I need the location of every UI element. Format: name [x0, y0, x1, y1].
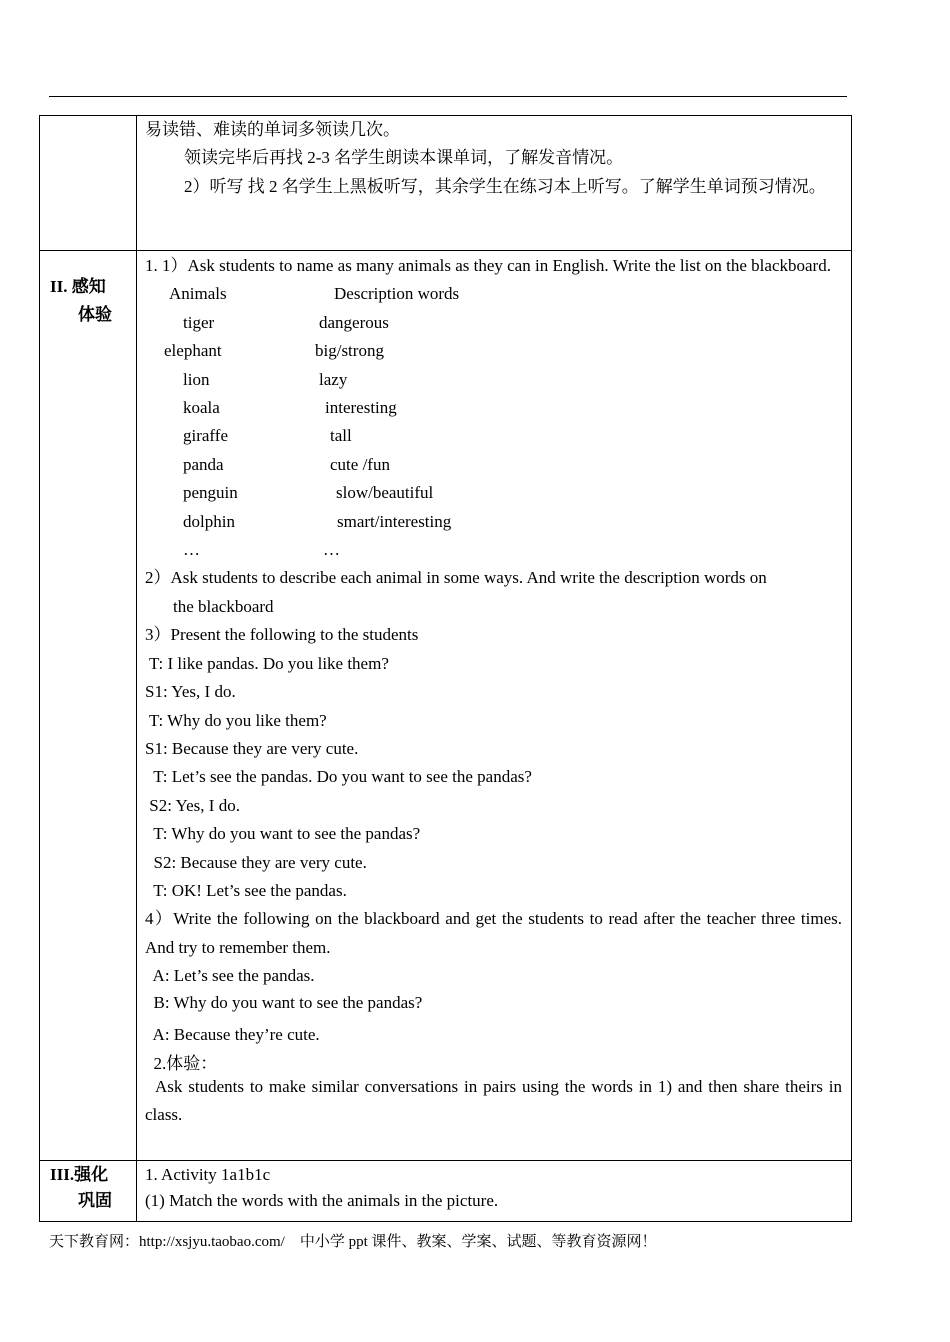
- animal-description: big/strong: [315, 341, 384, 361]
- section-label: III.强化: [50, 1165, 109, 1184]
- animal-row: [145, 451, 842, 479]
- dialogue-line: S2: Yes, I do.: [145, 795, 240, 815]
- animal-row: [145, 394, 842, 422]
- animal-description: cute /fun: [330, 454, 390, 474]
- section-label-cell: [40, 116, 137, 251]
- animal-name: koala: [183, 398, 220, 418]
- section-label: II. 感知: [50, 277, 106, 296]
- column-header: Description words: [334, 284, 460, 304]
- header-rule: [49, 96, 847, 97]
- dialogue-line: S1: Because they are very cute.: [145, 738, 359, 758]
- animal-row: [145, 422, 842, 450]
- animal-description: interesting: [325, 398, 397, 418]
- dialogue-line: T: I like pandas. Do you like them?: [145, 653, 389, 673]
- animal-name: tiger: [183, 312, 215, 332]
- experience-label: 2.体验：: [145, 1053, 218, 1073]
- step-3-text: 3）Present the following to the students: [145, 625, 419, 645]
- table-row: [40, 251, 852, 1161]
- text-line: 领读完毕后再找 2-3 名学生朗读本课单词，了解发音情况。: [184, 148, 624, 168]
- page-footer: 天下教育网：http://xsjyu.taobao.com/ 中小学 ppt 课件、教案、学案、试题、等教育资源网！: [49, 1234, 657, 1250]
- experience-text: Ask students to make similar conversations in pairs using the words in 1) and then share theirs in class.: [145, 1076, 842, 1124]
- section-content-cell: [137, 116, 852, 251]
- animal-row: [145, 337, 842, 365]
- dialogue-line: S1: Yes, I do.: [145, 682, 236, 702]
- animal-row: [145, 536, 842, 564]
- model-dialogue-line: A: Because they’re cute.: [145, 1024, 320, 1044]
- animal-row: [145, 309, 842, 337]
- section-content-cell: [137, 1161, 852, 1222]
- dialogue-line: T: Why do you want to see the pandas?: [145, 824, 421, 844]
- animal-description: smart/interesting: [337, 511, 452, 531]
- animal-table-header: [145, 280, 842, 308]
- dialogue-line: T: Let’s see the pandas. Do you want to see the pandas?: [145, 767, 532, 787]
- section-label: 体验: [78, 305, 112, 324]
- animal-description: lazy: [319, 369, 348, 389]
- animal-description: dangerous: [319, 312, 389, 332]
- animal-row: [145, 366, 842, 394]
- step-4-text: 4）Write the following on the blackboard and get the students to read after the teacher three times. And try to remember them.: [145, 909, 842, 957]
- table-row: [40, 116, 852, 251]
- step-1-text: 1. 1）Ask students to name as many animals as they can in English. Write the list on the blackboard.: [145, 256, 831, 275]
- column-header: Animals: [169, 284, 227, 304]
- animal-name: panda: [183, 454, 224, 474]
- animal-row: [145, 508, 842, 536]
- section-content-cell: [137, 251, 852, 1161]
- step-2-text: the blackboard: [173, 596, 274, 616]
- animal-name: lion: [183, 369, 210, 389]
- animal-name: giraffe: [183, 426, 228, 446]
- animal-description: slow/beautiful: [336, 483, 434, 503]
- animal-name: …: [183, 540, 200, 560]
- animal-name: penguin: [183, 483, 238, 503]
- table-row: [40, 1161, 852, 1222]
- animal-description: …: [323, 540, 340, 560]
- dialogue-line: T: Why do you like them?: [145, 710, 327, 730]
- model-dialogue-line: A: Let’s see the pandas.: [145, 966, 315, 986]
- animal-description: tall: [330, 426, 352, 446]
- section-label-cell: [40, 1161, 137, 1222]
- dialogue-line: S2: Because they are very cute.: [145, 852, 367, 872]
- activity-text: (1) Match the words with the animals in the picture.: [145, 1191, 499, 1210]
- section-label-cell: [40, 251, 137, 1161]
- model-dialogue-line: B: Why do you want to see the pandas?: [145, 992, 423, 1012]
- text-line: 易读错、难读的单词多领读几次。: [145, 120, 400, 139]
- section-label: 巩固: [78, 1191, 112, 1210]
- animal-row: [145, 479, 842, 507]
- dialogue-line: T: OK! Let’s see the pandas.: [145, 880, 347, 900]
- animal-name: dolphin: [183, 511, 235, 531]
- text-paragraph: 2）听写 找 2 名学生上黑板听写，其余学生在练习本上听写。了解学生单词预习情况。: [184, 176, 826, 196]
- activity-title: 1. Activity 1a1b1c: [145, 1165, 271, 1184]
- step-2-text: 2）Ask students to describe each animal in some ways. And write the description words on: [145, 568, 767, 588]
- animal-name: elephant: [164, 341, 222, 361]
- lesson-plan-table: [39, 115, 852, 1222]
